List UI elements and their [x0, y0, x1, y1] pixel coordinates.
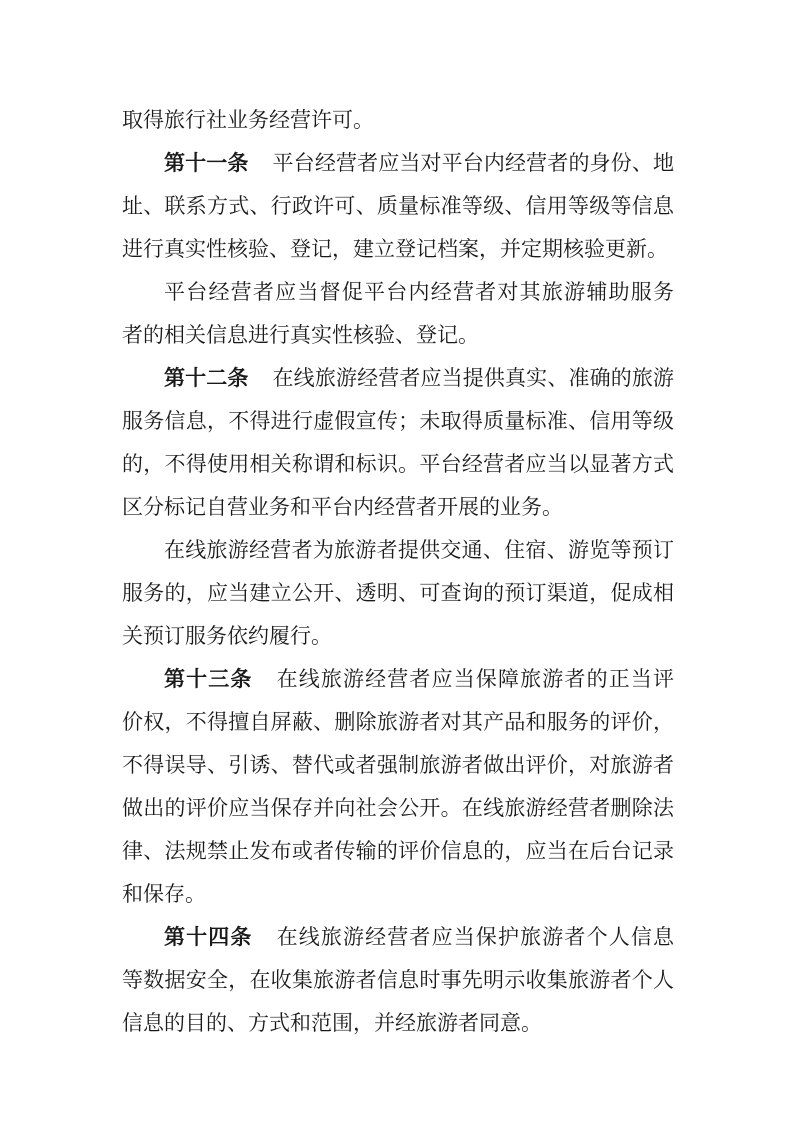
article-number: 第十四条 [164, 925, 253, 949]
text-line [122, 877, 674, 911]
text-line [122, 189, 674, 223]
article-heading-line [164, 361, 674, 395]
line-text: 在线旅游经营者应当保护旅游者个人信息 [276, 925, 675, 949]
text-line [122, 490, 674, 524]
line-text: 服务信息，不得进行虚假宣传；未取得质量标准、信用等级 [122, 409, 674, 433]
article-number: 第十二条 [164, 366, 249, 390]
line-text: 律、法规禁止发布或者传输的评价信息的，应当在后台记录 [122, 839, 674, 863]
line-text: 价权，不得擅自屏蔽、删除旅游者对其产品和服务的评价， [122, 710, 674, 734]
line-text: 信息的目的、方式和范围，并经旅游者同意。 [122, 1011, 542, 1035]
line-text: 者的相关信息进行真实性核验、登记。 [122, 323, 479, 347]
line-text: 服务的，应当建立公开、透明、可查询的预订渠道，促成相 [122, 581, 674, 605]
line-text: 址、联系方式、行政许可、质量标准等级、信用等级等信息 [122, 194, 674, 218]
text-line [164, 533, 674, 567]
line-text: 区分标记自营业务和平台内经营者开展的业务。 [122, 495, 563, 519]
text-line [122, 1006, 674, 1040]
text-line [122, 834, 674, 868]
text-line [164, 275, 674, 309]
line-text: 不得误导、引诱、替代或者强制旅游者做出评价，对旅游者 [122, 753, 674, 777]
article-heading-line [164, 146, 674, 180]
line-text: 在线旅游经营者应当提供真实、准确的旅游 [272, 366, 674, 390]
line-text: 做出的评价应当保存并向社会公开。在线旅游经营者删除法 [122, 796, 674, 820]
text-line [122, 318, 674, 352]
text-line [122, 705, 674, 739]
line-text: 关预订服务依约履行。 [122, 624, 332, 648]
line-text: 平台经营者应当对平台内经营者的身份、地 [272, 151, 674, 175]
line-text: 平台经营者应当督促平台内经营者对其旅游辅助服务 [164, 280, 674, 304]
article-heading-line [164, 662, 674, 696]
text-line [122, 748, 674, 782]
text-line [122, 447, 674, 481]
article-number: 第十三条 [164, 667, 253, 691]
article-heading-line [164, 920, 674, 954]
article-number: 第十一条 [164, 151, 249, 175]
text-line [122, 232, 674, 266]
text-line [122, 576, 674, 610]
line-text: 在线旅游经营者应当保障旅游者的正当评 [276, 667, 675, 691]
line-text: 等数据安全，在收集旅游者信息时事先明示收集旅游者个人 [122, 968, 674, 992]
line-text: 取得旅行社业务经营许可。 [122, 108, 374, 132]
text-line [122, 619, 674, 653]
line-text: 在线旅游经营者为旅游者提供交通、住宿、游览等预订 [164, 538, 674, 562]
text-line [122, 791, 674, 825]
line-text: 进行真实性核验、登记，建立登记档案，并定期核验更新。 [122, 237, 668, 261]
text-line [122, 963, 674, 997]
line-text: 和保存。 [122, 882, 206, 906]
text-line [122, 103, 674, 137]
text-line [122, 404, 674, 438]
line-text: 的，不得使用相关称谓和标识。平台经营者应当以显著方式 [122, 452, 674, 476]
